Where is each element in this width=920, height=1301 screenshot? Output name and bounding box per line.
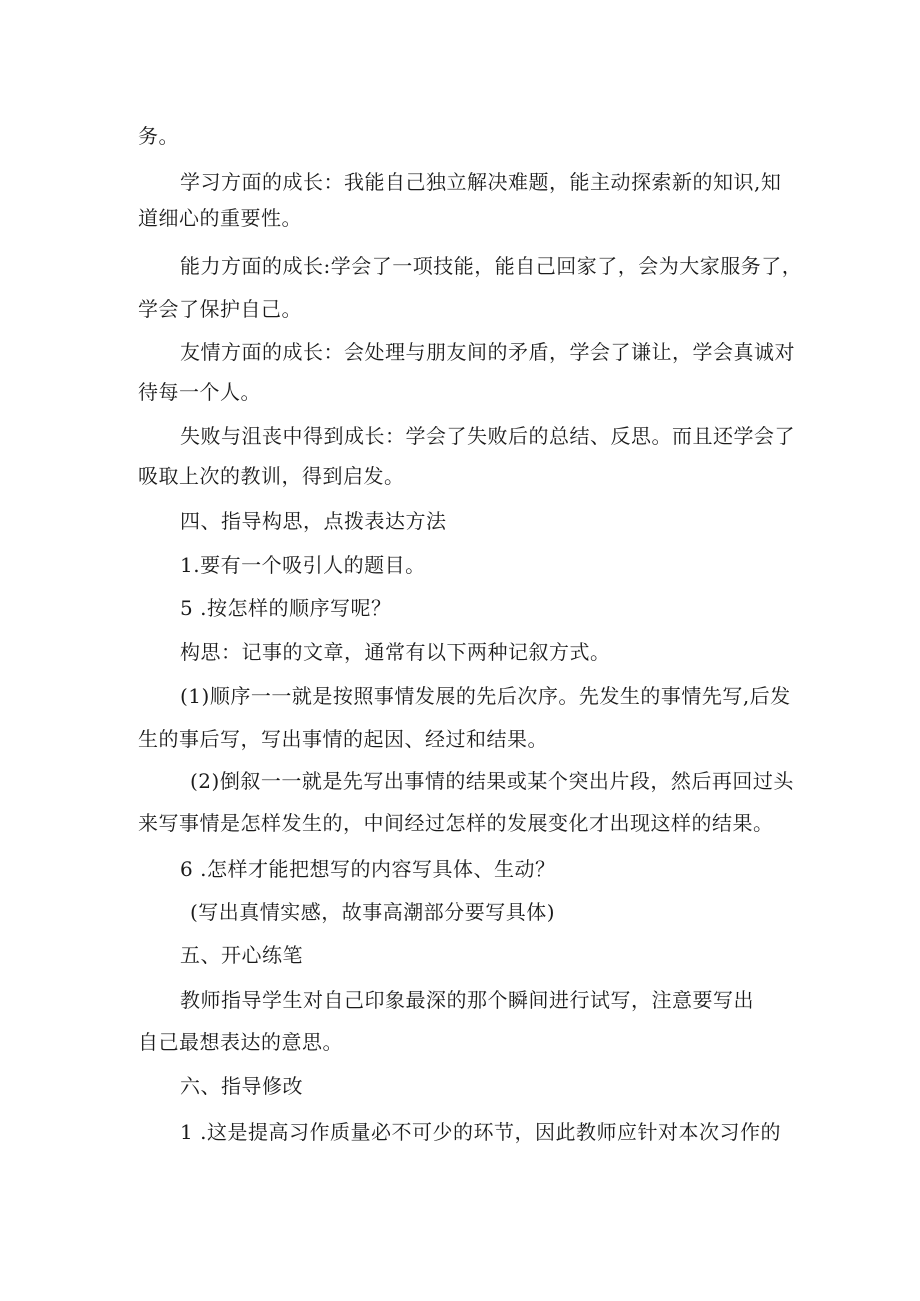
- section-heading: 四、指导构思，点拨表达方法: [180, 509, 447, 533]
- list-item: 1 .这是提高习作质量必不可少的环节，因此教师应针对本次习作的: [180, 1120, 781, 1144]
- text-line: 生的事后写，写出事情的起因、经过和结果。: [138, 727, 548, 751]
- list-item: 1.要有一个吸引人的题目。: [180, 553, 426, 577]
- section-heading: 六、指导修改: [180, 1074, 303, 1098]
- text-line: 构思：记事的文章，通常有以下两种记叙方式。: [180, 640, 611, 664]
- text-line: 务。: [138, 124, 179, 148]
- text-line: (2)倒叙一一就是先写出事情的结果或某个突出片段，然后再回过头: [190, 769, 794, 793]
- text-line: 学习方面的成长：我能自己独立解决难题，能主动探索新的知识,知: [180, 170, 782, 194]
- text-line: (1)顺序一一就是按照事情发展的先后次序。先发生的事情先写,后发: [180, 684, 791, 708]
- text-line: 友情方面的成长：会处理与朋友间的矛盾，学会了谦让，学会真诚对: [180, 340, 795, 364]
- text-line: 道细心的重要性。: [138, 206, 302, 230]
- text-line: 来写事情是怎样发生的，中间经过怎样的发展变化才出现这样的结果。: [138, 811, 774, 835]
- list-item: 5 .按怎样的顺序写呢？: [180, 596, 392, 620]
- text-line: 失败与沮丧中得到成长：学会了失败后的总结、反思。而且还学会了: [180, 424, 795, 448]
- text-line: 自己最想表达的意思。: [138, 1030, 343, 1054]
- text-line: 待每一个人。: [138, 380, 261, 404]
- text-line: 吸取上次的教训，得到启发。: [138, 464, 405, 488]
- text-line: 能力方面的成长:学会了一项技能，能自己回家了，会为大家服务了，: [180, 254, 803, 278]
- text-line: 教师指导学生对自己印象最深的那个瞬间进行试写，注意要写出: [180, 988, 754, 1012]
- text-line: 学会了保护自己。: [138, 297, 302, 321]
- section-heading: 五、开心练笔: [180, 943, 303, 967]
- list-item: 6 .怎样才能把想写的内容写具体、生动？: [180, 857, 556, 881]
- text-line: (写出真情实感，故事高潮部分要写具体): [190, 900, 556, 924]
